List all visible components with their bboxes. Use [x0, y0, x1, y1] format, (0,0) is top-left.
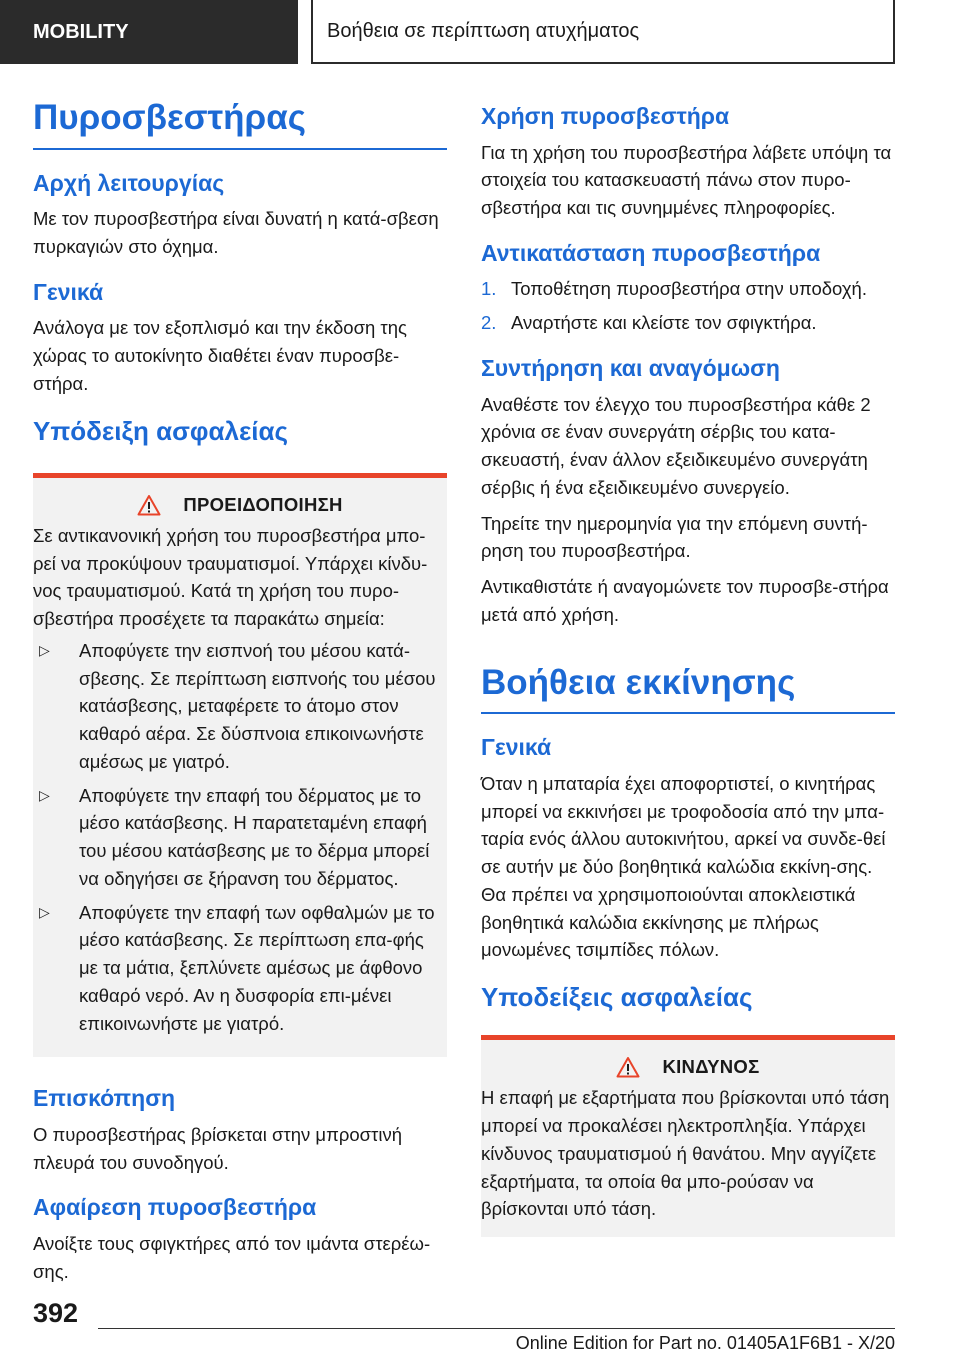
footer-edition: Online Edition for Part no. 01405A1F6B1 - X/20: [515, 1333, 895, 1353]
bullet-triangle-icon: ▷: [39, 786, 50, 803]
warning-label: ΠΡΟΕΙΔΟΠΟΙΗΣΗ: [183, 493, 343, 515]
section-heading-safety-notes: Υποδείξεις ασφαλείας: [481, 982, 753, 1013]
section-heading: Αφαίρεση πυροσβεστήρα: [33, 1194, 317, 1221]
right-column: [481, 103, 895, 1265]
section-text: Τηρείτε την ημερομηνία για την επόμενη συντή-ρηση του πυροσβεστήρα.: [481, 512, 868, 562]
section-text: Για τη χρήση του πυροσβεστήρα λάβετε υπόψη τα στοιχεία του κατασκευαστή πάνω στον πυρο-σβεστήρα και τις συνημμένες πληροφορίες.: [481, 141, 892, 219]
warning-title: [33, 494, 447, 516]
list-item: ▷ Αποφύγετε την εισπνοή του μέσου κατά-σβεσης. Σε περίπτωση εισπνοής του μέσου κατάσβεσης, μεταφέρετε το άτομο στον καθαρό αέρα. Σε δύσπνοια επικοινωνήστε αμέσως με γιατρό.: [33, 637, 447, 776]
bullet-triangle-icon: ▷: [39, 641, 50, 658]
section-general-jump: [481, 734, 895, 964]
header-chapter: Βοήθεια σε περίπτωση ατυχήματος: [311, 0, 895, 64]
section-text: Με τον πυροσβεστήρα είναι δυνατή η κατά-σβεση πυρκαγιών στο όχημα.: [33, 208, 439, 258]
section-text: Ανοίξτε τους σφιγκτήρες από τον ιμάντα στερέω-σης.: [33, 1233, 431, 1282]
warning-list: [33, 637, 447, 1038]
section-text: Ανάλογα με τον εξοπλισμό και την έκδοση της χώρας το αυτοκίνητο διαθέτει έναν πυροσβε-στήρα.: [33, 317, 407, 394]
left-column: [33, 96, 447, 1304]
section-replacement: [481, 240, 895, 337]
footer-divider: [98, 1328, 895, 1329]
list-item: 2. Αναρτήστε και κλείστε τον σφιγκτήρα.: [481, 312, 817, 334]
warning-box: [33, 473, 447, 1058]
section-heading: Γενικά: [481, 734, 552, 761]
list-item: ▷ Αποφύγετε την επαφή του δέρματος με το μέσο κατάσβεσης. Η παρατεταμένη επαφή του μέσου κατάσβεσης με το δέρμα μπορεί να οδηγήσει σε ξήρανση του δέρματος.: [33, 782, 447, 893]
bullet-triangle-icon: ▷: [39, 903, 50, 920]
warning-triangle-icon: [616, 1056, 640, 1078]
section-heading: Αρχή λειτουργίας: [33, 169, 225, 196]
danger-title: [481, 1056, 895, 1078]
danger-text: Η επαφή με εξαρτήματα που βρίσκονται υπό τάση μπορεί να προκαλέσει ηλεκτροπληξία. Υπάρχει κίνδυνος τραυματισμού ή θανάτου. Μην αγγίζετε εξαρτήματα, τα οποία θα μπο-ρούσαν να βρίσκονται υπό τάση.: [481, 1087, 890, 1220]
list-item: 1. Τοποθέτηση πυροσβεστήρα στην υποδοχή.: [481, 278, 867, 300]
section-heading: Χρήση πυροσβεστήρα: [481, 103, 730, 129]
section-overview: [33, 1085, 447, 1176]
section-text: Αναθέστε τον έλεγχο του πυροσβεστήρα κάθε 2 χρόνια σε έναν συνεργάτη σέρβις του κατα-σκευαστή, έναν άλλον εξειδικευμένο συνεργάτη σέρβις ή ένα εξειδικευμένο συνεργείο.: [481, 393, 871, 498]
list-item: ▷ Αποφύγετε την επαφή των οφθαλμών με το μέσο κατάσβεσης. Σε περίπτωση επα-φής με τα μάτια, ξεπλύνετε αμέσως με άφθονο καθαρό νερό. Αν η δυσφορία επι-μένει επικοινωνήστε με γιατρό.: [33, 899, 447, 1038]
section-heading: Συντήρηση και αναγόμωση: [481, 354, 780, 381]
section-text: Αντικαθιστάτε ή αναγομώνετε τον πυροσβε-στήρα μετά από χρήση.: [481, 576, 889, 625]
section-text: Ο πυροσβεστήρας βρίσκεται στην μπροστινή πλευρά του συνοδηγού.: [33, 1123, 403, 1173]
danger-label: ΚΙΝΔΥΝΟΣ: [662, 1056, 760, 1078]
section-title-jumpstart: Βοήθεια εκκίνησης: [481, 661, 895, 715]
section-principle: [33, 170, 447, 261]
warning-triangle-icon: [137, 494, 161, 516]
section-heading-safety: Υπόδειξη ασφαλείας: [33, 415, 289, 446]
page-title: Πυροσβεστήρας: [33, 96, 447, 150]
section-removal: [33, 1194, 447, 1285]
danger-box: [481, 1035, 895, 1237]
page-number: 392: [33, 1298, 79, 1328]
section-text: Όταν η μπαταρία έχει αποφορτιστεί, ο κινητήρας μπορεί να εκκινήσει με τροφοδοσία από την μπα-ταρία ενός άλλου αυτοκινήτου, αρκεί να συνδε-θεί σε αυτήν με δύο βοηθητικά καλώδια εκκίνη-σης. Θα πρέπει να χρησιμοποιούνται αποκλειστικά βοηθητικά καλώδια εκκίνησης με πλήρως μονωμένες τσιμπίδες πόλων.: [481, 772, 886, 961]
section-heading: Γενικά: [33, 278, 104, 305]
steps-list: [481, 275, 895, 337]
section-heading: Επισκόπηση: [33, 1085, 175, 1112]
header-section: MOBILITY: [0, 0, 298, 64]
section-heading: Αντικατάσταση πυροσβεστήρα: [481, 239, 821, 266]
warning-intro: Σε αντικανονική χρήση του πυροσβεστήρα μπο-ρεί να προκύψουν τραυματισμοί. Υπάρχει κίνδυ-νος τραυματισμού. Κατά τη χρήση του πυρο-σβεστήρα προσέχετε τα παρακάτω σημεία:: [33, 524, 428, 630]
section-general: [33, 279, 447, 398]
section-maintenance: [481, 355, 895, 629]
section-usage: [481, 103, 895, 222]
